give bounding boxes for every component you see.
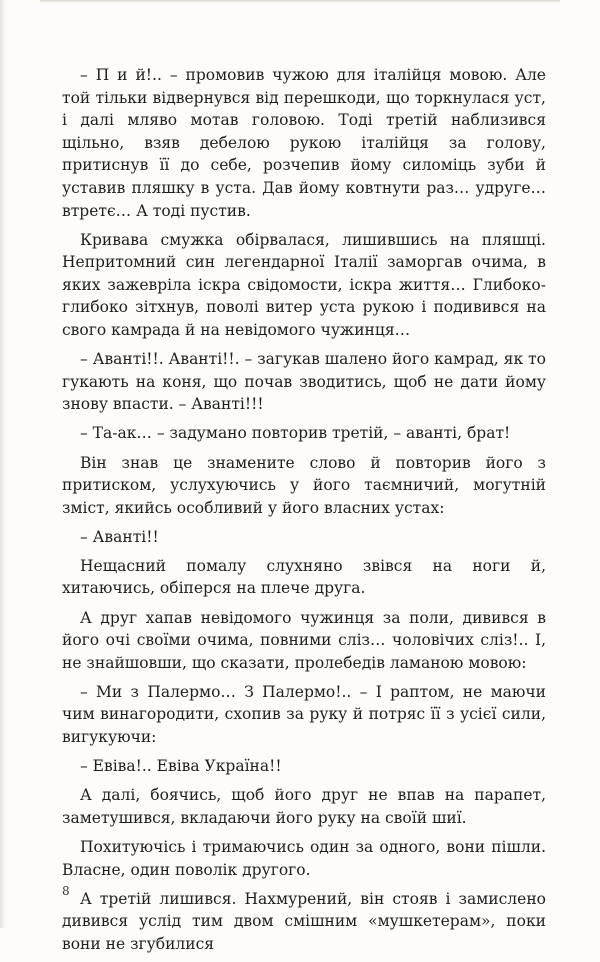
paragraph: – Аванті!!. Аванті!!. – загукав шалено його камрад, як то гукають на коня, що почав зводитись, щоб не дати йому знову впасти. – Аванті!!!	[62, 350, 546, 414]
paragraph: – Аванті!!	[80, 527, 159, 546]
paragraph: Кривава смужка обірвалася, лишившись на пляшці. Непритомний син легендарної Італії заморгав очима, в яких зажевріла іскра свідомости, іскра життя… Глибоко-глибоко зітхнув, поволі витер уста рукою і подивився на свого камрада й на невідомого чужинця…	[62, 230, 546, 340]
paragraph: – Ми з Палермо… З Палермо!.. – І раптом, не маючи чим винагородити, схопив за руку й потряс її з усієї сили, вигукуючи:	[62, 682, 546, 747]
paragraph: Нещасний помалу слухняно звівся на ноги й, хитаючись, обіперся на плече друга.	[62, 556, 546, 598]
paragraph: А третій лишився. Нахмурений, він стояв і замислено дивився услід тим двом смішним «мушкетерам», поки вони не згубилися	[62, 889, 546, 953]
paragraph: – Евіва!.. Евіва Україна!!	[80, 757, 282, 776]
page-binding-shadow	[0, 0, 6, 928]
paragraph: – Та-ак… – задумано повторив третій, – аванті, брат!	[80, 424, 511, 443]
paragraph: Він знав це знамените слово й повторив його з притиском, услухуючись у його таємничий, могутній зміст, якийсь особливий у його власних устах:	[62, 453, 546, 517]
page-top-edge	[40, 0, 560, 3]
paragraph: – П и й!.. – промовив чужою для італійця мовою. Але той тільки відвернувся від перешкоди, що торкнулася уст, і далі мляво мотав головою. Тоді третій наблизився щільно, взяв дебелою рукою італійця за голову, притиснув її до себе, розчепив йому силоміць зуби й уставив пляшку в уста. Дав йому ковтнути раз… удруге… втретє… А тоді пустив.	[62, 66, 546, 220]
page-number: 8	[62, 884, 70, 898]
book-text	[62, 64, 546, 962]
paragraph: Похитуючісь і тримаючись один за одного, вони пішли. Власне, один поволік другого.	[62, 837, 546, 879]
paragraph: А далі, боячись, щоб його друг не впав на парапет, заметушився, вкладаючи його руку на своїй шиї.	[62, 786, 546, 827]
paragraph: А друг хапав невідомого чужинця за поли, дивився в його очі своїми очима, повними сліз… чоловічих сліз!.. І, не знайшовши, що сказати, пролебедів ламаною мовою:	[62, 608, 546, 672]
